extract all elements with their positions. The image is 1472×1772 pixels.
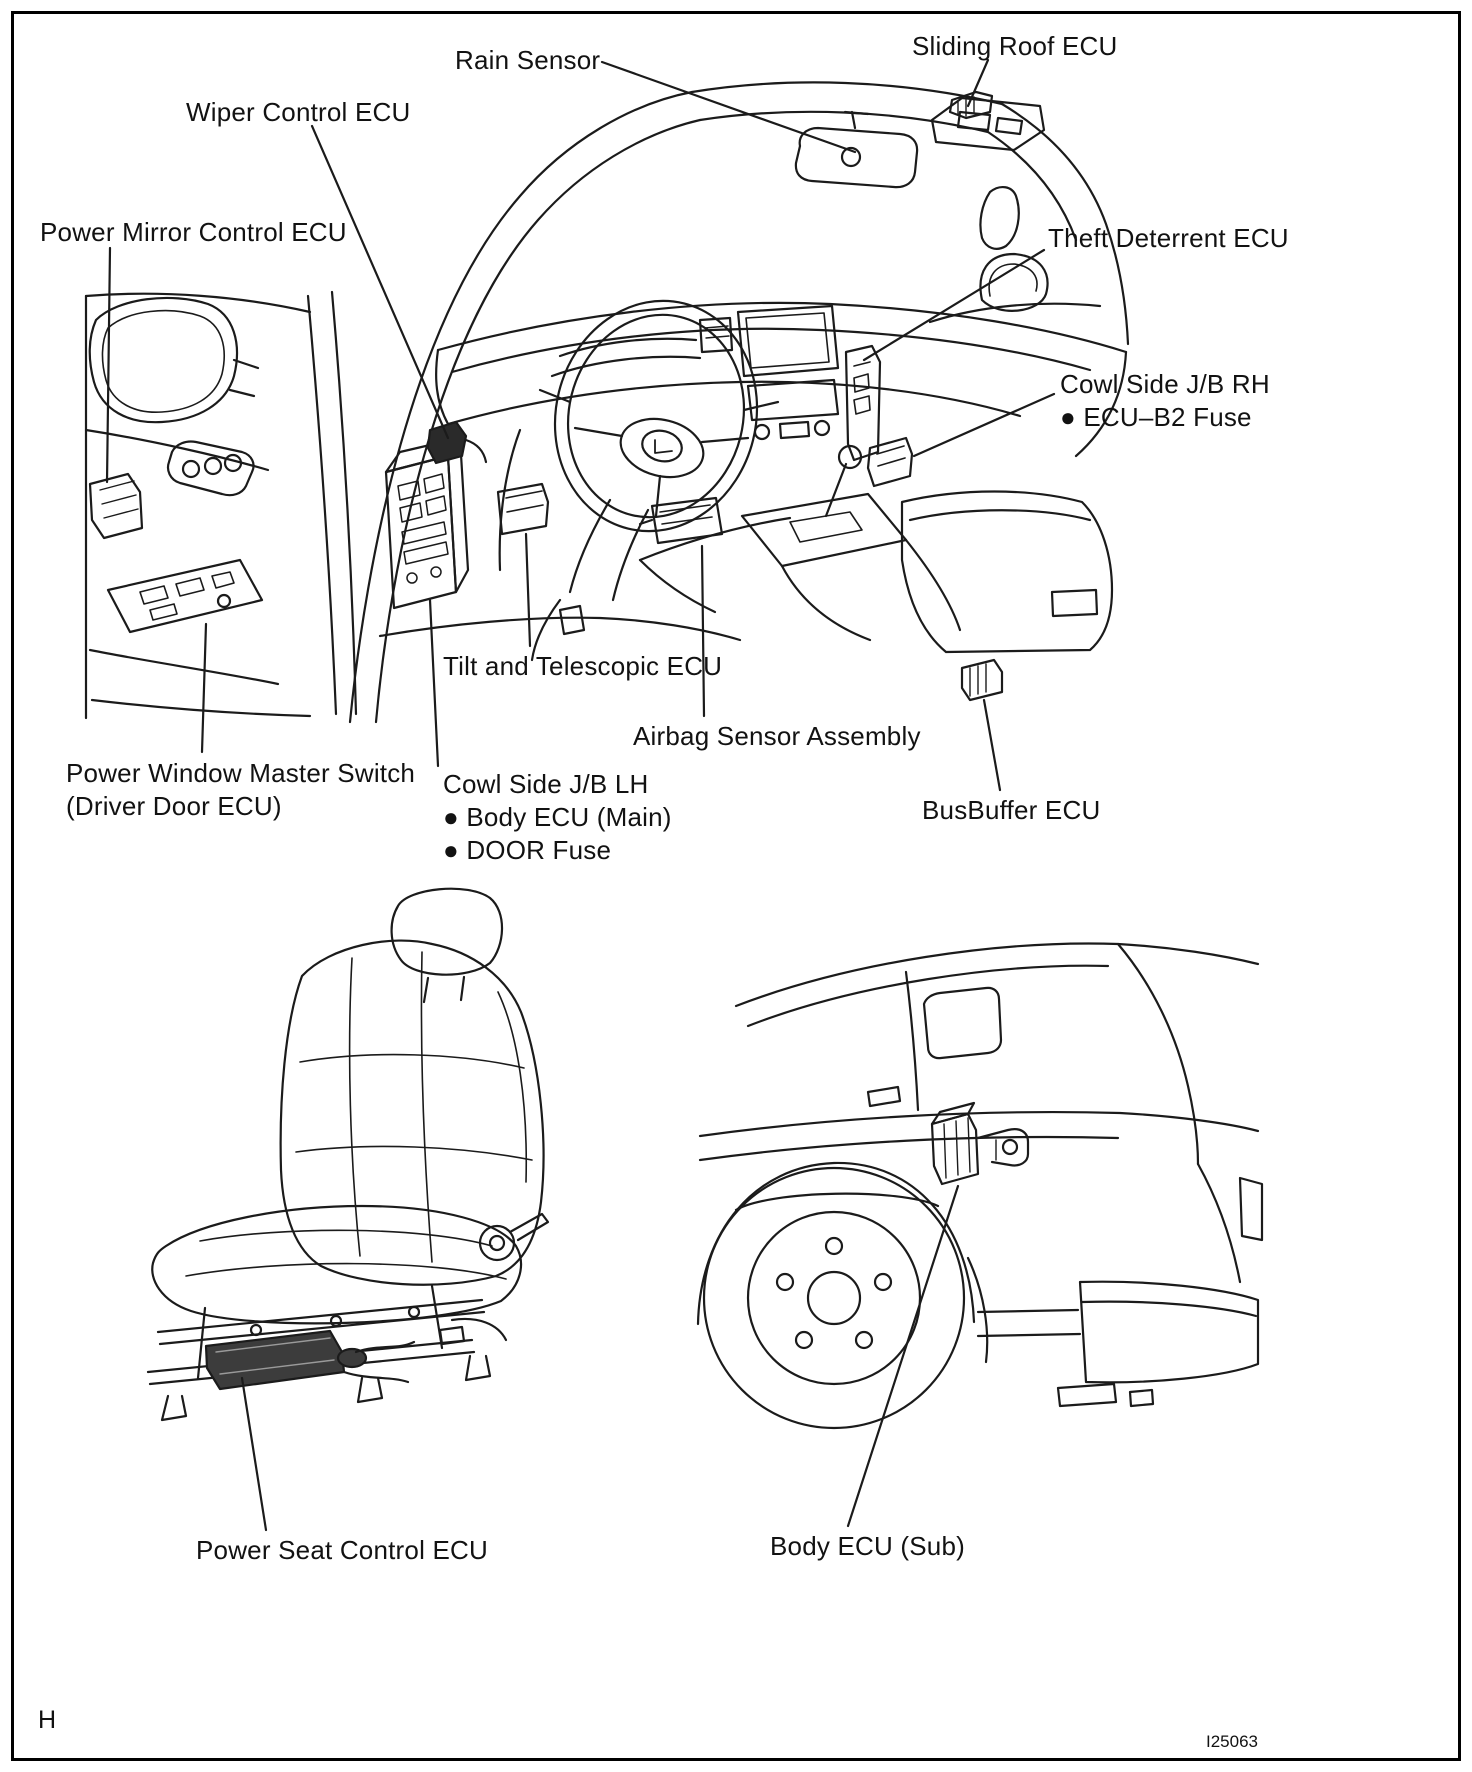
pedal — [560, 606, 584, 634]
label-theft-deterrent-ecu: Theft Deterrent ECU — [1048, 223, 1289, 253]
headrest — [392, 889, 502, 975]
label-body-ecu-sub: Body ECU (Sub) — [770, 1531, 965, 1561]
leader-cowl-side-jb-lh — [430, 600, 438, 766]
label-cowl-side-jb-lh-item-2: ● DOOR Fuse — [443, 835, 612, 865]
seat-illustration — [148, 889, 548, 1420]
leader-busbuffer-ecu — [984, 700, 1000, 790]
driver-door — [86, 292, 356, 718]
wiper-ecu-connector — [428, 422, 466, 463]
airbag-sensor-box — [640, 498, 722, 543]
label-wiper-control-ecu: Wiper Control ECU — [186, 97, 411, 127]
cowl-side-jb-rh-box — [868, 438, 912, 486]
rear-bumper — [978, 1282, 1258, 1406]
label-tilt-telescopic-ecu: Tilt and Telescopic ECU — [443, 651, 723, 681]
label-power-window-master-switch — [66, 757, 415, 823]
figure-id: I25063 — [1206, 1732, 1258, 1751]
label-power-window-master-switch-line-2: (Driver Door ECU) — [66, 791, 282, 821]
busbuffer-box — [962, 660, 1002, 700]
shift-plate — [742, 494, 906, 566]
steering-logo — [639, 427, 685, 466]
label-power-seat-control-ecu: Power Seat Control ECU — [196, 1535, 488, 1565]
leader-power-seat-control-ecu — [242, 1378, 266, 1530]
label-cowl-side-jb-rh-title: Cowl Side J/B RH — [1060, 369, 1270, 399]
shift-lever — [826, 464, 846, 516]
rear-body — [700, 944, 1262, 1362]
a-pillar — [350, 82, 1128, 722]
tail-lamp — [1240, 1178, 1262, 1240]
leader-wiper-control-ecu — [312, 126, 448, 438]
audio-unit — [748, 380, 838, 420]
label-power-mirror-control-ecu: Power Mirror Control ECU — [40, 217, 347, 247]
leader-airbag-sensor — [702, 546, 704, 716]
rear-quarter-illustration — [698, 944, 1262, 1428]
label-power-window-master-switch-line-1: Power Window Master Switch — [66, 758, 416, 788]
dashboard — [380, 303, 1126, 660]
tilt-telescopic-box — [498, 484, 548, 534]
label-cowl-side-jb-rh — [1060, 368, 1270, 434]
label-rain-sensor: Rain Sensor — [455, 45, 601, 75]
leader-power-mirror-control-ecu — [107, 248, 110, 482]
leader-body-ecu-sub — [848, 1186, 958, 1526]
footer-mark: H — [38, 1706, 57, 1734]
label-busbuffer-ecu: BusBuffer ECU — [922, 795, 1101, 825]
quarter-window — [924, 988, 1001, 1058]
side-vent — [700, 318, 732, 352]
door-mirror — [90, 298, 237, 422]
b-pillar — [308, 292, 356, 714]
center-console — [640, 446, 1112, 652]
door-pull — [168, 441, 254, 495]
roof-and-mirror — [796, 92, 1100, 322]
fuse-box-lh — [386, 422, 486, 608]
label-sliding-roof-ecu: Sliding Roof ECU — [912, 31, 1118, 61]
label-airbag-sensor-assembly: Airbag Sensor Assembly — [633, 721, 921, 751]
leader-power-window-master-switch — [202, 624, 206, 752]
grab-handle — [980, 187, 1018, 249]
leader-tilt-telescopic-ecu — [526, 534, 530, 646]
steering-wheel — [531, 279, 781, 600]
power-mirror-switch — [90, 474, 142, 538]
leader-cowl-side-jb-rh — [914, 394, 1054, 456]
label-cowl-side-jb-lh — [443, 768, 672, 867]
label-cowl-side-jb-lh-item-1: ● Body ECU (Main) — [443, 802, 672, 832]
seat-cushion — [152, 1206, 521, 1323]
window-switch-panel — [108, 560, 262, 632]
label-cowl-side-jb-rh-item-1: ● ECU–B2 Fuse — [1060, 402, 1252, 432]
theft-deterrent-bracket — [846, 346, 880, 460]
label-cowl-side-jb-lh-title: Cowl Side J/B LH — [443, 769, 649, 799]
